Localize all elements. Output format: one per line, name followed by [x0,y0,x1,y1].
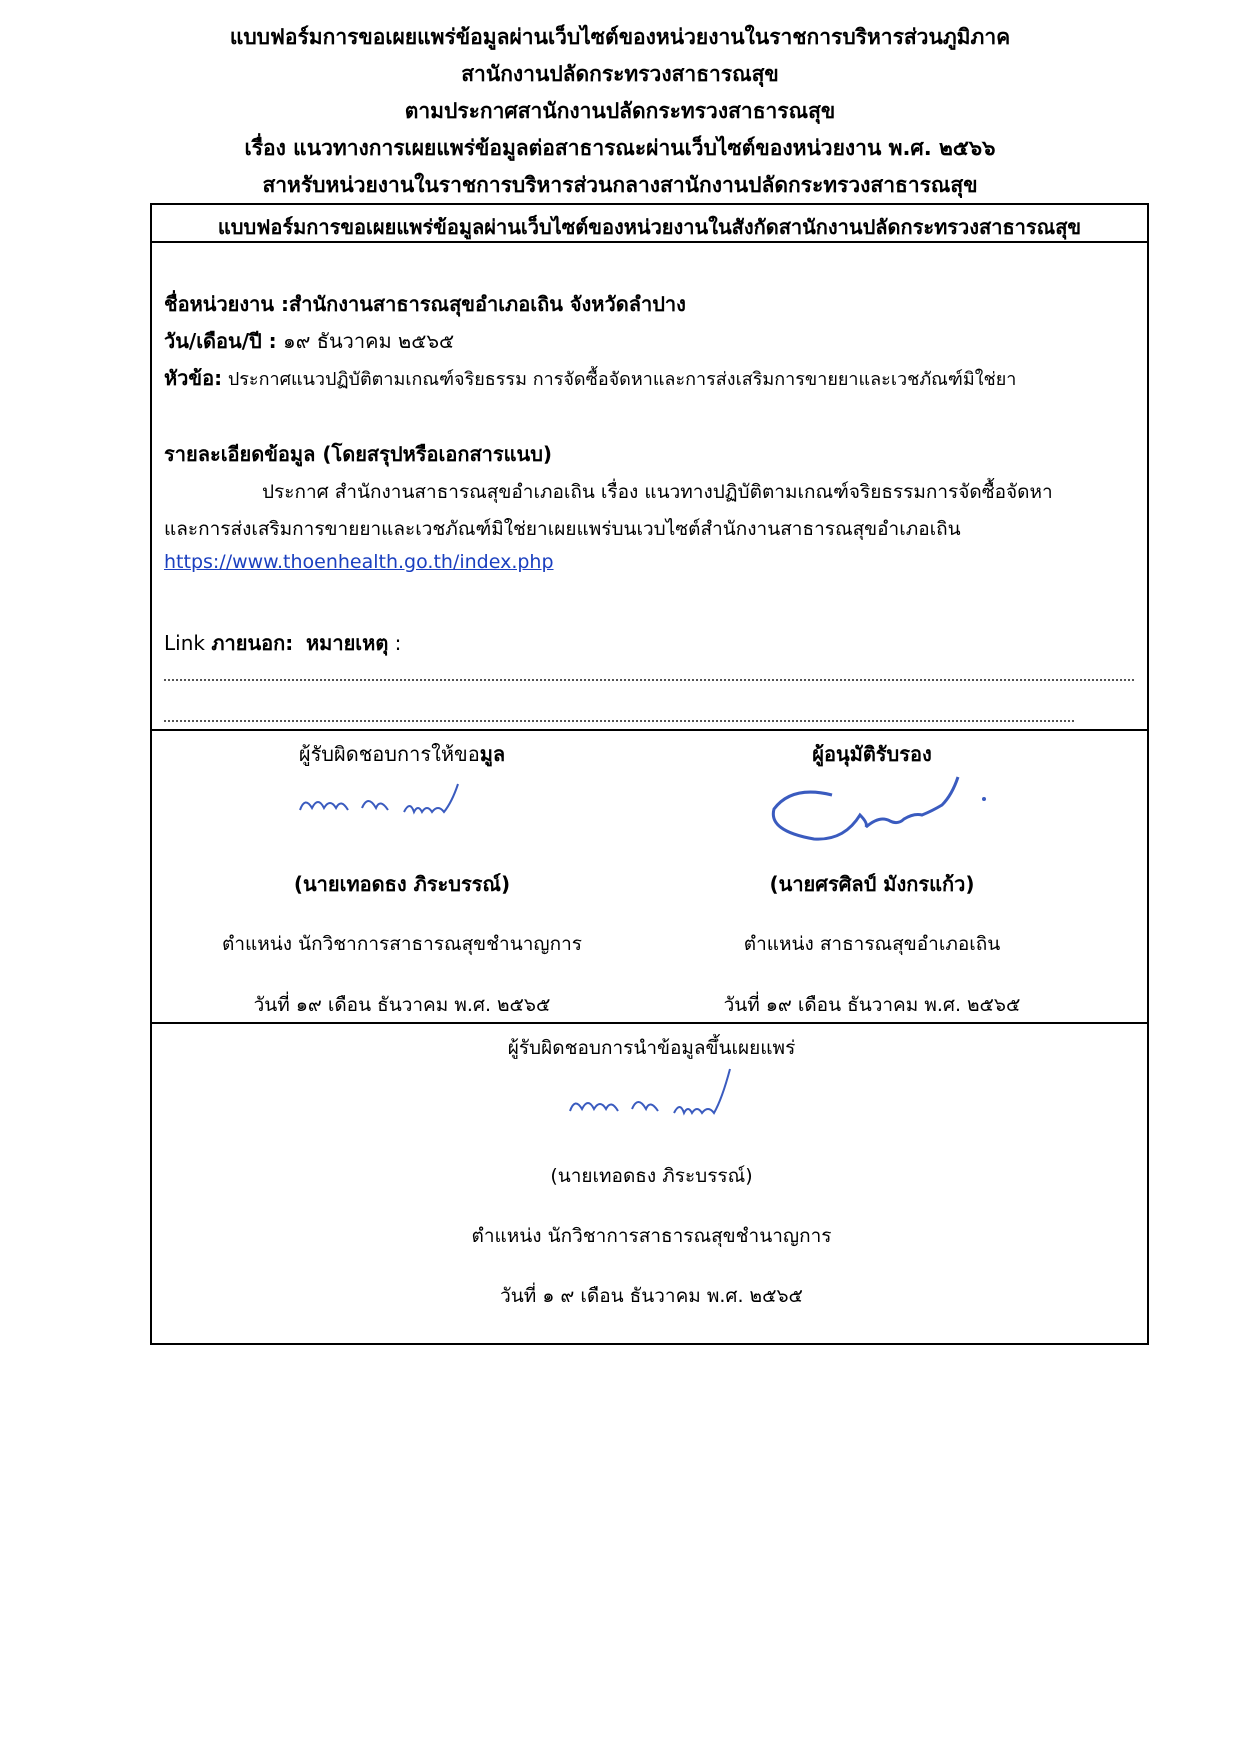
link-label: ภายนอก: [211,631,294,655]
left-signature [292,770,492,830]
topic-label: หัวข้อ: [164,366,223,390]
bottom-signoff-heading: ผู้รับผิดชอบการนำข้อมูลขึ้นเผยแพร่ [507,1037,796,1059]
remark-label: หมายเหตุ [305,631,389,655]
detail-heading [164,438,552,470]
detail-url-link[interactable]: https://www.thoenhealth.go.th/index.php [164,551,554,573]
topic-value: ประกาศแนวปฏิบัติตามเกณฑ์จริยธรรม การจัดซื้อจัดหาและการส่งเสริมการขายยาและเวชภัณฑ์มิใช่ยา [222,369,1017,390]
header-line-2: สานักงานปลัดกระทรวงสาธารณสุข [461,62,779,86]
left-heading-normal: ผู้รับผิดชอบการให้ขอ [298,742,480,766]
bottom-signoff-position: ตำแหน่ง นักวิชาการสาธารณสุขชำนาญการ [471,1225,832,1247]
detail-line-1: ประกาศ สำนักงานสาธารณสุขอำเภอเถิน เรื่อง แนวทางปฏิบัติตามเกณฑ์จริยธรรมการจัดซื้อจัดหา [262,481,1053,503]
bottom-signature [562,1065,762,1135]
agency-value: สำนักงานสาธารณสุขอำเภอเถิน จังหวัดลำปาง [289,292,686,316]
bottom-signoff-name: (นายเทอดธง ภิระบรรณ์) [550,1165,753,1187]
agency-row [164,288,686,320]
right-signoff-heading: ผู้อนุมัติรับรอง [812,742,932,766]
header-line-3: ตามประกาศสานักงานปลัดกระทรวงสาธารณสุข [404,99,836,123]
dotted-line-1 [164,679,1134,681]
divider [152,241,1147,243]
date-label: วัน/เดือน/ปี : [164,329,277,353]
header-line-5: สาหรับหน่วยงานในราชการบริหารส่วนกลางสานักงานปลัดกระทรวงสาธารณสุข [262,173,978,197]
header-line-4: เรื่อง แนวทางการเผยแพร่ข้อมูลต่อสาธารณะผ่านเว็บไซต์ของหน่วยงาน พ.ศ. ๒๕๖๖ [244,136,996,160]
detail-line-2: และการส่งเสริมการขายยาและเวชภัณฑ์มิใช่ยาเผยแพร่บนเวบไซต์สำนักงานสาธารณสุขอำเภอเถิน [164,518,961,540]
link-prefix: Link [164,631,212,655]
date-row [164,325,454,357]
date-value: ๑๙ ธันวาคม ๒๕๖๕ [276,329,455,353]
left-signoff-name: (นายเทอดธง ภิระบรรณ์) [293,872,511,896]
bottom-signoff-date: วันที่ ๑ ๙ เดือน ธันวาคม พ.ศ. ๒๕๖๕ [500,1285,803,1307]
left-signoff-date: วันที่ ๑๙ เดือน ธันวาคม พ.ศ. ๒๕๖๕ [253,994,551,1016]
form-box [150,203,1149,1345]
right-signature [762,765,1002,845]
right-signoff-date: วันที่ ๑๙ เดือน ธันวาคม พ.ศ. ๒๕๖๕ [723,994,1021,1016]
dotted-line-2 [164,720,1074,722]
remark-colon: : [388,631,402,655]
left-signoff-heading [152,738,652,770]
divider [152,1022,1147,1024]
header-line-1: แบบฟอร์มการขอเผยแพร่ข้อมูลผ่านเว็บไซต์ของหน่วยงานในราชการบริหารส่วนภูมิภาค [229,25,1011,49]
left-heading-bold: มูล [479,742,506,766]
right-signoff-name: (นายศรศิลป์ มังกรแก้ว) [769,872,975,896]
agency-label: ชื่อหน่วยงาน : [164,292,290,316]
right-signoff-position: ตำแหน่ง สาธารณสุขอำเภอเถิน [743,933,1001,955]
left-signoff-position: ตำแหน่ง นักวิชาการสาธารณสุขชำนาญการ [222,933,582,955]
link-row [164,627,401,659]
divider [152,729,1147,731]
detail-label: รายละเอียดข้อมูล (โดยสรุปหรือเอกสารแนบ) [164,442,553,466]
form-title: แบบฟอร์มการขอเผยแพร่ข้อมูลผ่านเว็บไซต์ของหน่วยงานในสังกัดสานักงานปลัดกระทรวงสาธารณสุข [217,215,1082,239]
topic-row [164,362,1016,394]
